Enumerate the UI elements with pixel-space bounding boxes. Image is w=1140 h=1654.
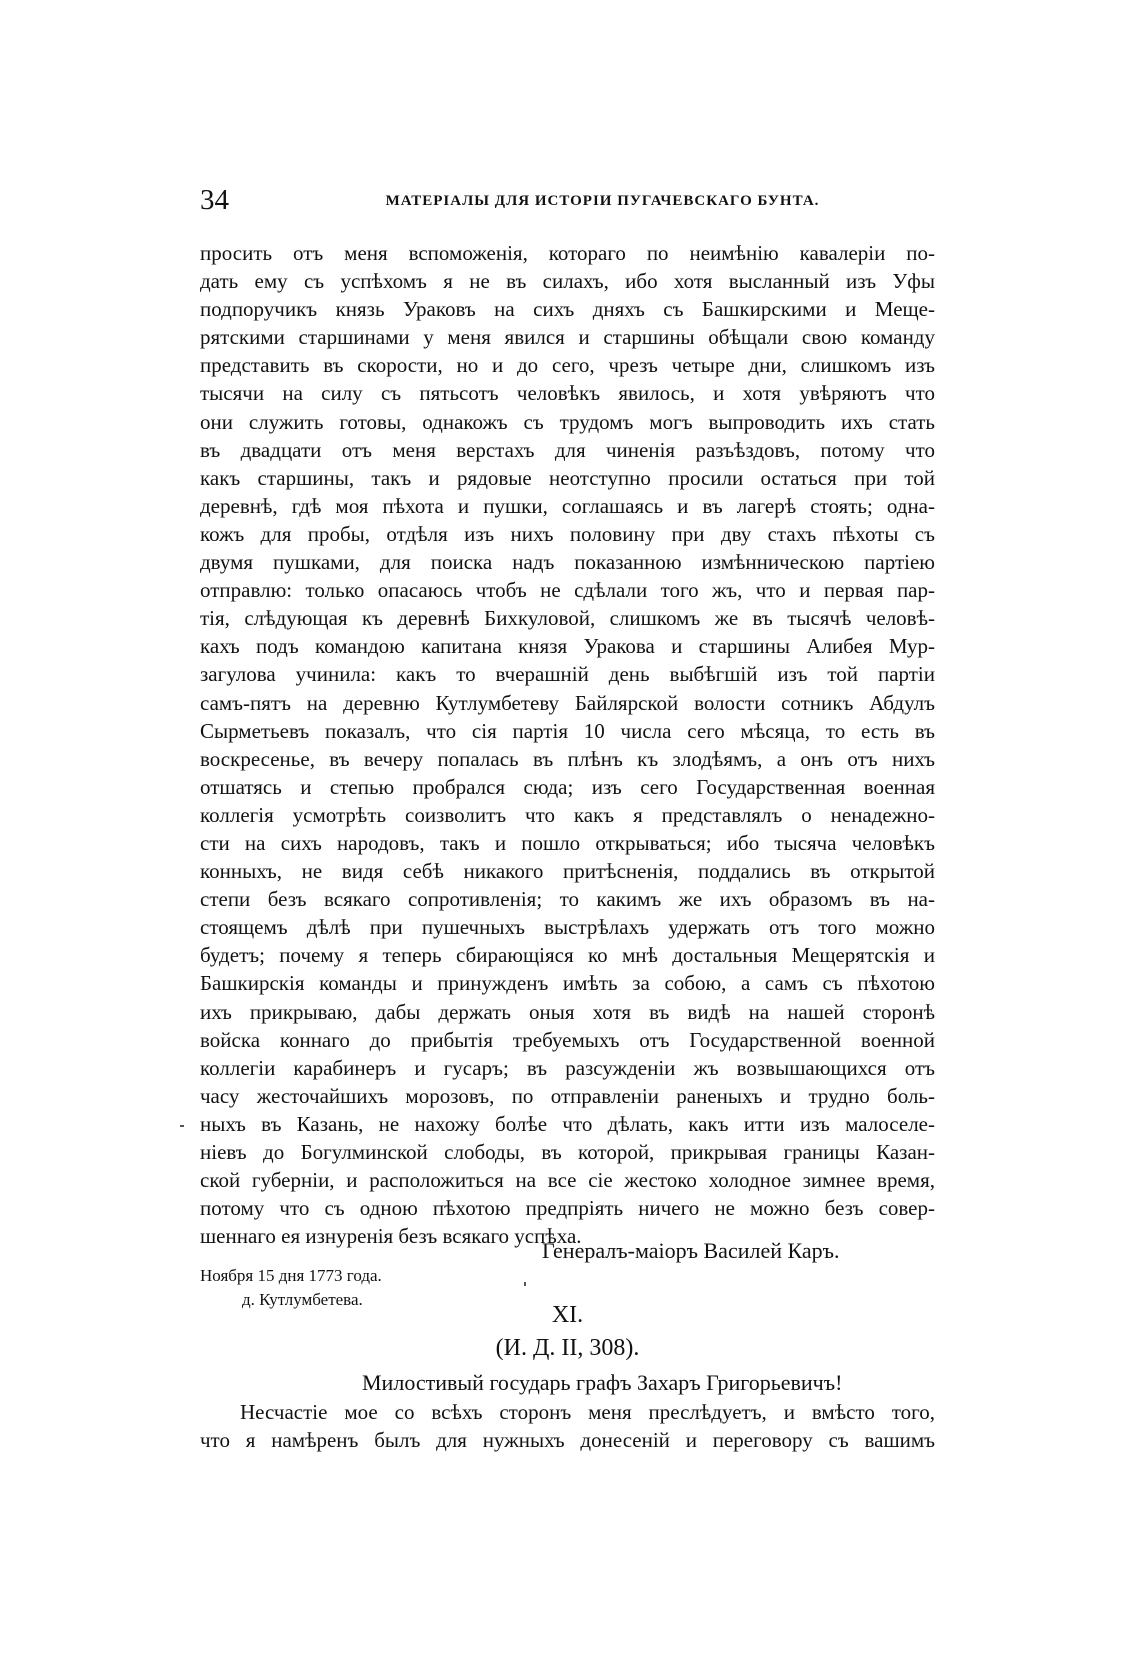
text-line: тысячи на силу съ пятьсотъ человѣкъ явилось, и хотя увѣряютъ что: [200, 381, 935, 406]
letter-text: [200, 1398, 935, 1454]
text-line: двумя пушками, для поиска надъ показанною измѣнническою партіею: [200, 550, 935, 575]
text-line: подпоручикъ князь Ураковъ на сихъ дняхъ съ Башкирскими и Меще-: [200, 297, 935, 322]
text-line: Сырметьевъ показалъ, что сія партія 10 числа сего мѣсяца, то есть въ: [200, 718, 935, 743]
text-line: самъ-пятъ на деревню Кутлумбетеву Байлярской волости сотникъ Абдулъ: [200, 690, 935, 715]
text-line: потому что съ одною пѣхотою предпріять ничего не можно безъ совер-: [200, 1196, 935, 1221]
print-speck: [524, 1282, 526, 1286]
text-line: будетъ; почему я теперь сбирающіяся ко мнѣ достальныя Мещерятскія и: [200, 943, 935, 968]
date-line: Ноября 15 дня 1773 года.: [200, 1266, 382, 1285]
text-line: какъ старшины, такъ и рядовые неотступно просили остаться при той: [200, 465, 935, 490]
text-line: шеннаго ея изнуренія безъ всякаго успѣха.: [200, 1224, 582, 1249]
text-line: что я намѣренъ былъ для нужныхъ донесеній и переговору съ вашимъ: [200, 1428, 935, 1453]
text-line: Несчастіе мое со всѣхъ сторонъ меня преслѣдуетъ, и вмѣсто того,: [240, 1400, 935, 1424]
signature: Генералъ-маіоръ Василей Каръ.: [542, 1238, 840, 1263]
text-line: они служить готовы, однакожъ съ трудомъ могъ выпроводить ихъ стать: [200, 409, 935, 434]
print-speck: [180, 1125, 184, 1127]
text-line: рятскими старшинами у меня явился и старшины обѣщали свою команду: [200, 325, 935, 350]
page-number: 34: [200, 184, 229, 216]
text-line: коллегіи карабинеръ и гусаръ; въ разсужденіи жъ возвышающихся отъ: [200, 1055, 935, 1080]
text-line: стоящемъ дѣлѣ при пушечныхъ выстрѣлахъ удержать отъ того можно: [200, 915, 935, 940]
running-title: МАТЕРІАЛЫ ДЛЯ ИСТОРІИ ПУГАЧЕВСКАГО БУНТА.: [385, 193, 820, 209]
text-line: ныхъ въ Казань, не нахожу болѣе что дѣлать, какъ итти изъ малоселе-: [200, 1111, 935, 1136]
text-line: коллегія усмотрѣть соизволитъ что какъ я представлялъ о ненадежно-: [200, 802, 935, 827]
text-line: конныхъ, не видя себѣ никакого притѣсненія, поддались въ открытой: [200, 859, 935, 884]
text-line: тія, слѣдующая къ деревнѣ Бихкуловой, слишкомъ же въ тысячѣ человѣ-: [200, 606, 935, 631]
text-line: кахъ подъ командою капитана князя Уракова и старшины Алибея Мур-: [200, 634, 935, 659]
salutation: Милостивый государь графъ Захаръ Григорьевичъ!: [362, 1370, 843, 1395]
place-line: д. Кутлумбетева.: [242, 1290, 363, 1309]
text-line: часу жесточайшихъ морозовъ, по отправленіи раненыхъ и трудно боль-: [200, 1083, 935, 1108]
text-line: ихъ прикрываю, дабы держать оныя хотя въ видѣ на нашей сторонѣ: [200, 999, 935, 1024]
text-line: дать ему съ успѣхомъ я не въ силахъ, ибо хотя высланный изъ Уфы: [200, 269, 935, 294]
text-line: войска коннаго до прибытія требуемыхъ отъ Государственной военной: [200, 1027, 935, 1052]
text-line: воскресенье, въ вечеру попалась въ плѣнъ къ злодѣямъ, а онъ отъ нихъ: [200, 746, 935, 771]
text-line: сти на сихъ народовъ, такъ и пошло открываться; ибо тысяча человѣкъ: [200, 830, 935, 855]
text-line: кожъ для пробы, отдѣля изъ нихъ половину при дву стахъ пѣхоты съ: [200, 521, 935, 546]
page-header: [200, 180, 935, 220]
document-number: XI.: [551, 1302, 584, 1328]
text-line: представить въ скорости, но и до сего, чрезъ четыре дни, слишкомъ изъ: [200, 353, 935, 378]
text-line: Башкирскія команды и принужденъ имѣть за собою, а самъ съ пѣхотою: [200, 971, 935, 996]
text-line: деревнѣ, гдѣ моя пѣхота и пушки, соглашаясь и въ лагерѣ стоять; одна-: [200, 493, 935, 518]
main-text: [200, 239, 935, 1250]
text-line: ніевъ до Богулминской слободы, въ которой, прикрывая границы Казан-: [200, 1140, 935, 1164]
text-line: отправлю: только опасаюсь чтобъ не сдѣлали того жъ, что и первая пар-: [200, 578, 935, 603]
document-source: (И. Д. II, 308).: [495, 1335, 640, 1361]
text-line: въ двадцати отъ меня верстахъ для чиненія разъѣздовъ, потому что: [200, 437, 935, 462]
text-line: просить отъ меня вспоможенія, котораго по неимѣнію кавалеріи по-: [200, 241, 935, 265]
text-line: загулова учинила: какъ то вчерашній день выбѣгшій изъ той партіи: [200, 662, 935, 687]
text-line: отшатясь и степью пробрался сюда; изъ сего Государственная военная: [200, 774, 935, 799]
text-line: степи безъ всякаго сопротивленія; то какимъ же ихъ образомъ въ на-: [200, 887, 935, 912]
text-line: ской губерніи, и расположиться на все сіе жестоко холодное зимнее время,: [200, 1168, 935, 1193]
